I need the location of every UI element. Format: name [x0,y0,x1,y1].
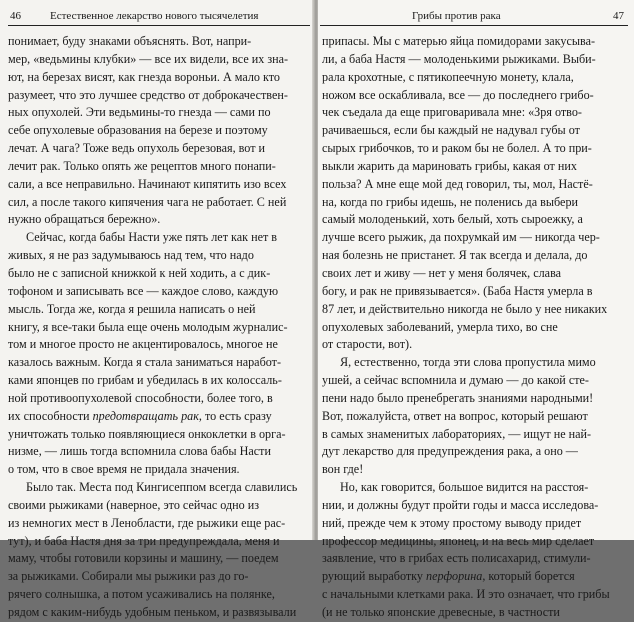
text-line: тут), и баба Настя дня за три предупреждала, меня и [8,533,280,548]
text-fragment: , который борется [482,569,575,584]
text-line: ют, на березах висят, как гнезда вороньи. А мало кто [8,69,280,84]
text-line: своими рыжиками (наверное, это сейчас одно из [8,497,260,512]
left-page-number: 46 [10,10,21,22]
text-line: ками японцев по грибам и убедилась в их колоссаль- [8,373,282,388]
text-line: живых, я не раз задумываюсь над тем, что надо [8,248,254,263]
text-fragment: их способности [8,408,93,423]
text-line-with-emphasis [322,568,610,586]
text-line: себе опухолевые образования на березе и поэтому [8,123,268,138]
text-line: припасы. Мы с матерью яйца помидорами закусыва- [322,34,596,48]
text-line: книгу, я все-таки была еще очень молодым журналис- [8,319,288,334]
text-line: лечат. А чага? Тоже ведь опухоль березовая, вот и [8,141,266,156]
text-line: чек съедала да еще приговаривала мне: «Зря отво- [322,105,582,120]
text-line: было не с записной книжкой к ней ходить, а с дик- [8,265,271,280]
text-line: самый молоденький, хоть белый, хоть сыроежку, а [322,212,583,227]
text-line: лечит рак. Только опять же рецептов много понапи- [8,158,276,173]
left-page-text [8,33,297,622]
text-line: разумеет, что это лучшее средство от доброкачествен- [8,87,288,102]
text-line: на, когда по грибы идешь, не поленись да выбери [322,194,579,209]
text-line: ных опухолей. Эти ведьмины-то гнезда — сами по [8,105,271,120]
emphasis-text: перфорина [426,569,483,584]
text-line: сали, а все неправильно. Начинают кипятить изо всех [8,176,287,191]
text-line-with-emphasis [8,408,297,426]
text-line: профессор медицины, японец, и на весь мир сделает [322,533,595,548]
text-line: Я, естественно, тогда эти слова пропустила мимо [340,355,596,370]
text-line: (и не только японские древесные, в частности [322,605,560,619]
right-page [318,0,634,619]
right-page-number: 47 [613,10,624,22]
right-page-text [322,33,610,622]
text-line: рячего солнышка, а потом усаживались на полянке, [8,587,275,602]
text-line: заявление, что в грибах есть полисахарид, стимули- [322,551,591,566]
text-line: том и многое просто не акцентировалось, многое не [8,337,278,352]
text-line: пени надо было пренебрегать знаниями народными! [322,390,594,405]
text-line: нужно обращаться бережно». [8,212,161,227]
text-line: ножом все оскабливала, все — до последнего грибо- [322,87,594,102]
text-line: ушей, а сейчас вспомнила и думаю — до какой сте- [322,373,589,388]
text-line: польза? А мне еще мой дед говорил, ты, мол, Настё- [322,176,593,191]
text-line: о том, что в свое время не придала значения. [8,462,240,477]
text-line: сил, а после такого кипячения чага не работает. С ней [8,194,287,209]
text-line: мысль. Тогда же, когда я решила написать о ней [8,301,256,316]
text-line: понимает, буду знаками объяснять. Вот, напри- [8,34,252,48]
text-line: дут лекарство для предупреждения рака, а оно — [322,444,578,459]
text-line: ная болезнь не пристанет. Я так всегда и делала, до [322,248,588,263]
text-line: мер, «ведьмины клубки» — все их видели, все их зна- [8,51,289,66]
text-line: 87 лет, и действительно никогда не было у нее никаких [322,301,608,316]
text-line: Было так. Места под Кингисеппом всегда славились [26,480,298,495]
right-page-header [318,8,634,24]
text-line: лучше всего рыжик, да похрумкай им — никогда чер- [322,230,600,245]
text-fragment: рующий выработку [322,569,427,584]
text-line: выкли жарить да мариновать грибы, какая от них [322,158,577,173]
text-line: рала крохотные, с пятикопеечную монету, клала, [322,69,574,84]
text-line: своих лет и живу — нет у меня болячек, слава [322,265,562,280]
text-line: сырых грибочков, то и раком бы не болел. А то при- [322,141,592,156]
text-line: от старости, вот). [322,337,413,352]
text-line: вон где! [322,462,364,477]
left-header-rule [8,25,310,26]
right-running-title: Грибы против рака [412,10,501,22]
text-line: опухолевых заболеваний, умерла тихо, во сне [322,319,558,334]
text-line: уничтожать только появляющиеся онкоклетки в орга- [8,426,286,441]
left-page-header [0,8,314,24]
text-line: рачиваешься, если бы каждый не надувал губы от [322,123,580,138]
left-running-title: Естественное лекарство нового тысячелетия [50,10,259,22]
right-header-rule [320,25,628,26]
text-line: Вот, пожалуйста, ответ на вопрос, который решают [322,408,588,423]
text-line: тофоном и записывать все — каждое слово, каждую [8,283,279,298]
text-line: ной противоопухолевой способности, более того, в [8,390,273,405]
text-line: Но, как говорится, большое видится на расстоя- [340,480,589,495]
text-line: нии, и должны будут пройти годы и масса исследова- [322,497,599,512]
text-line: с начальными клетками рака. И это означает, что грибы [322,587,610,602]
text-line: в самых знаменитых лабораториях, — ищут не най- [322,426,592,441]
text-line: казалось важным. Когда я стала заниматься наработ- [8,355,282,370]
left-page [0,0,314,619]
emphasis-text: предотвращать рак [92,408,199,423]
text-line: маму, чтобы готовили корзины и машину, — поедем [8,551,279,566]
text-line: богу, и рак не привязывается». (Баба Настя умерла в [322,283,593,298]
text-line: Сейчас, когда бабы Насти уже пять лет как нет в [26,230,278,245]
text-line: ли, а баба Настя — молоденькими рыжиками. Выби- [322,51,596,66]
text-line: из немногих мест в Ленобласти, где рыжики еще рас- [8,515,286,530]
text-line: ний, прежде чем к этому простому выводу придет [322,515,582,530]
text-line: низме, — лишь тогда вспомнила слова бабы Насти [8,444,271,459]
text-fragment: , то есть сразу [198,408,272,423]
text-line: рядом с каким-нибудь удобным пеньком, и развязывали [8,605,297,619]
text-line: за рыжиками. Собирали мы рыжики раз до го- [8,569,249,584]
